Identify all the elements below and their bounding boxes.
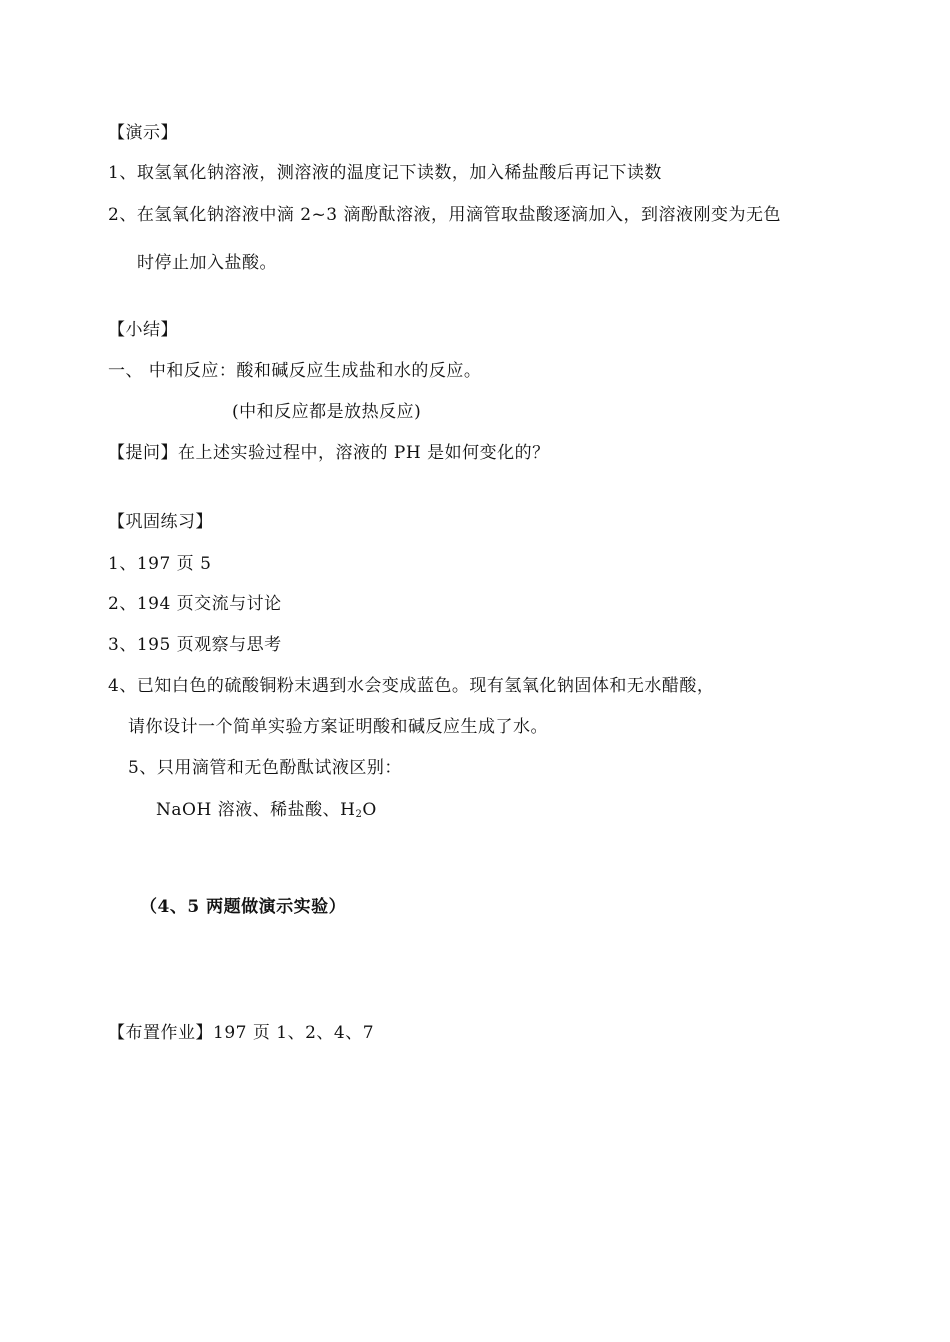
practice-item-1: 1、197 页 5 bbox=[108, 554, 212, 574]
demo-step-2-line-2: 时停止加入盐酸。 bbox=[137, 253, 277, 273]
practice-item-2: 2、194 页交流与讨论 bbox=[108, 594, 282, 614]
practice-item-5-line-2 bbox=[156, 800, 377, 820]
demo-step-2-line-1: 2、在氢氧化钠溶液中滴 2~3 滴酚酞溶液，用滴管取盐酸逐滴加入，到溶液刚变为无色 bbox=[108, 205, 781, 225]
practice-item-4-line-1: 4、已知白色的硫酸铜粉末遇到水会变成蓝色。现有氢氧化钠固体和无水醋酸， bbox=[108, 676, 715, 696]
practice-heading: 【巩固练习】 bbox=[108, 512, 213, 532]
practice-demo-note: （4、5 两题做演示实验） bbox=[140, 897, 347, 917]
summary-point-1: 一、 中和反应：酸和碱反应生成盐和水的反应。 bbox=[108, 361, 482, 381]
question-text: 在上述实验过程中，溶液的 PH 是如何变化的？ bbox=[178, 443, 550, 463]
summary-heading: 【小结】 bbox=[108, 320, 178, 340]
practice-item-5-line-1: 5、只用滴管和无色酚酞试液区别： bbox=[128, 758, 402, 778]
summary-note: (中和反应都是放热反应) bbox=[232, 402, 422, 422]
question-line bbox=[108, 443, 550, 463]
practice-item-3: 3、195 页观察与思考 bbox=[108, 635, 282, 655]
demo-step-1: 1、取氢氧化钠溶液，测溶液的温度记下读数，加入稀盐酸后再记下读数 bbox=[108, 163, 662, 183]
homework-text: 197 页 1、2、4、7 bbox=[213, 1023, 375, 1043]
practice-item-5-prefix: NaOH 溶液、稀盐酸、H bbox=[156, 800, 356, 820]
practice-item-5-suffix: O bbox=[362, 800, 377, 820]
question-label: 【提问】 bbox=[108, 443, 178, 463]
water-subscript: 2 bbox=[355, 809, 363, 820]
practice-item-4-line-2: 请你设计一个简单实验方案证明酸和碱反应生成了水。 bbox=[128, 717, 548, 737]
homework-label: 【布置作业】 bbox=[108, 1023, 213, 1043]
homework-line bbox=[108, 1023, 374, 1043]
demo-heading: 【演示】 bbox=[108, 123, 178, 143]
